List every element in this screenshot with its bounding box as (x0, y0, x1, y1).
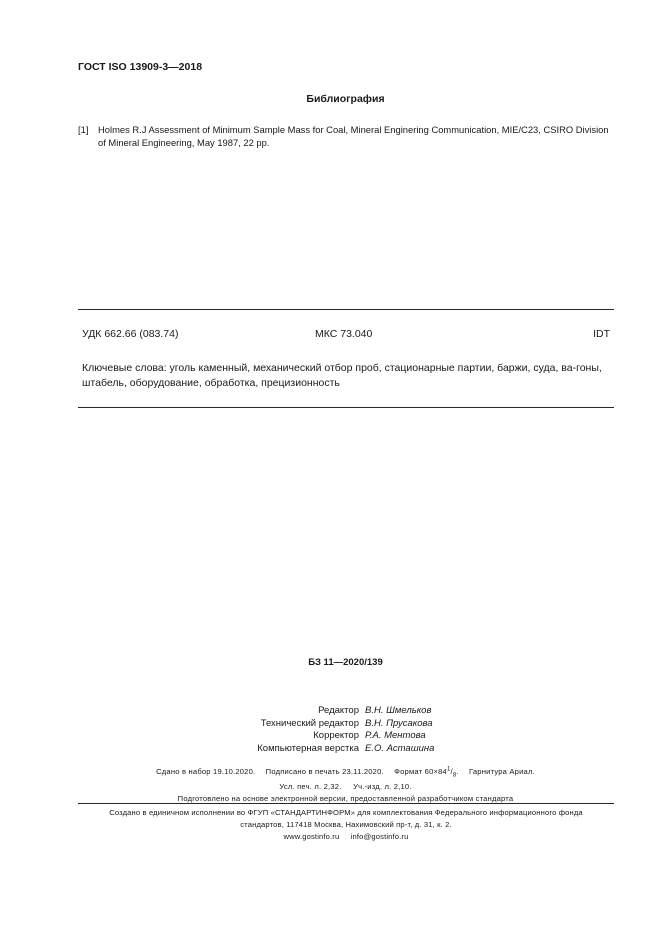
publication-info (0, 763, 661, 805)
staff-role: Компьютерная верстка (257, 742, 359, 754)
format-sup: 1 (446, 766, 451, 772)
divider-footer (78, 803, 614, 804)
staff-role: Технический редактор (260, 717, 359, 729)
publication-line-2 (30, 781, 661, 793)
staff-line (0, 743, 661, 756)
bz-number: БЗ 11—2020/139 (308, 657, 383, 668)
staff-name: Е.О. Асташина (365, 742, 435, 754)
footer-line-2: стандартов, 117418 Москва, Нахимовский пр-т, д. 31, к. 2. (240, 820, 452, 829)
signed-date: Подписано в печать 23.11.2020. (265, 766, 384, 776)
reference-number: [1] (78, 124, 89, 135)
idt-label: IDT (593, 328, 610, 340)
bibliography-reference (78, 123, 613, 149)
font-info: Гарнитура Ариал. (469, 766, 535, 776)
footer (78, 807, 614, 843)
email-link[interactable]: info@gostinfo.ru (350, 832, 409, 841)
typeset-date: Сдано в набор 19.10.2020. (156, 766, 256, 776)
divider-bottom (78, 407, 614, 408)
bibliography-title: Библиография (306, 93, 385, 105)
mks-code: МКС 73.040 (315, 328, 373, 340)
publication-line-1 (30, 763, 661, 781)
keywords: Ключевые слова: уголь каменный, механический отбор проб, стационарные партии, баржи, суда, ва-гоны, штабель, оборудование, обработка, прецизионность (82, 362, 602, 389)
classification-row (82, 328, 610, 340)
staff-line (0, 705, 661, 718)
format: Формат $60\times 84^1/_8$. (394, 766, 459, 779)
format-label: Формат 60×84 (394, 766, 447, 776)
standard-designation: ГОСТ ISO 13909-3—2018 (78, 61, 203, 73)
editorial-staff (0, 705, 661, 755)
staff-name: В.Н. Шмельков (365, 705, 432, 716)
staff-name: Р.А. Ментова (365, 730, 426, 741)
footer-line-1: Создано в единичном исполнении во ФГУП «СТАНДАРТИНФОРМ» для комплектования Федерального информационного фонда (109, 808, 583, 817)
pub-sheets: Уч.-изд. л. 2,10. (353, 782, 412, 792)
staff-line (0, 718, 661, 731)
staff-line (0, 730, 661, 743)
website-link[interactable]: www.gostinfo.ru (283, 832, 340, 841)
staff-role: Редактор (318, 705, 359, 716)
udk-code: УДК 662.66 (083.74) (82, 328, 179, 340)
reference-text: Holmes R.J Assessment of Minimum Sample Mass for Coal, Mineral Enginering Communication, MIE/C23, CSIRO Division of Mineral Engineering, May 1987, 22 pp. (98, 124, 609, 148)
print-sheets: Усл. печ. л. 2,32. (279, 782, 342, 792)
format-sub: 8 (452, 772, 457, 779)
staff-name: В.Н. Прусакова (365, 717, 433, 729)
prepared-note: Подготовлено на основе электронной версии, предоставленной разработчиком стандарта (177, 794, 514, 804)
divider-top (78, 309, 614, 310)
footer-contacts (78, 831, 614, 843)
staff-role: Корректор (313, 730, 359, 741)
